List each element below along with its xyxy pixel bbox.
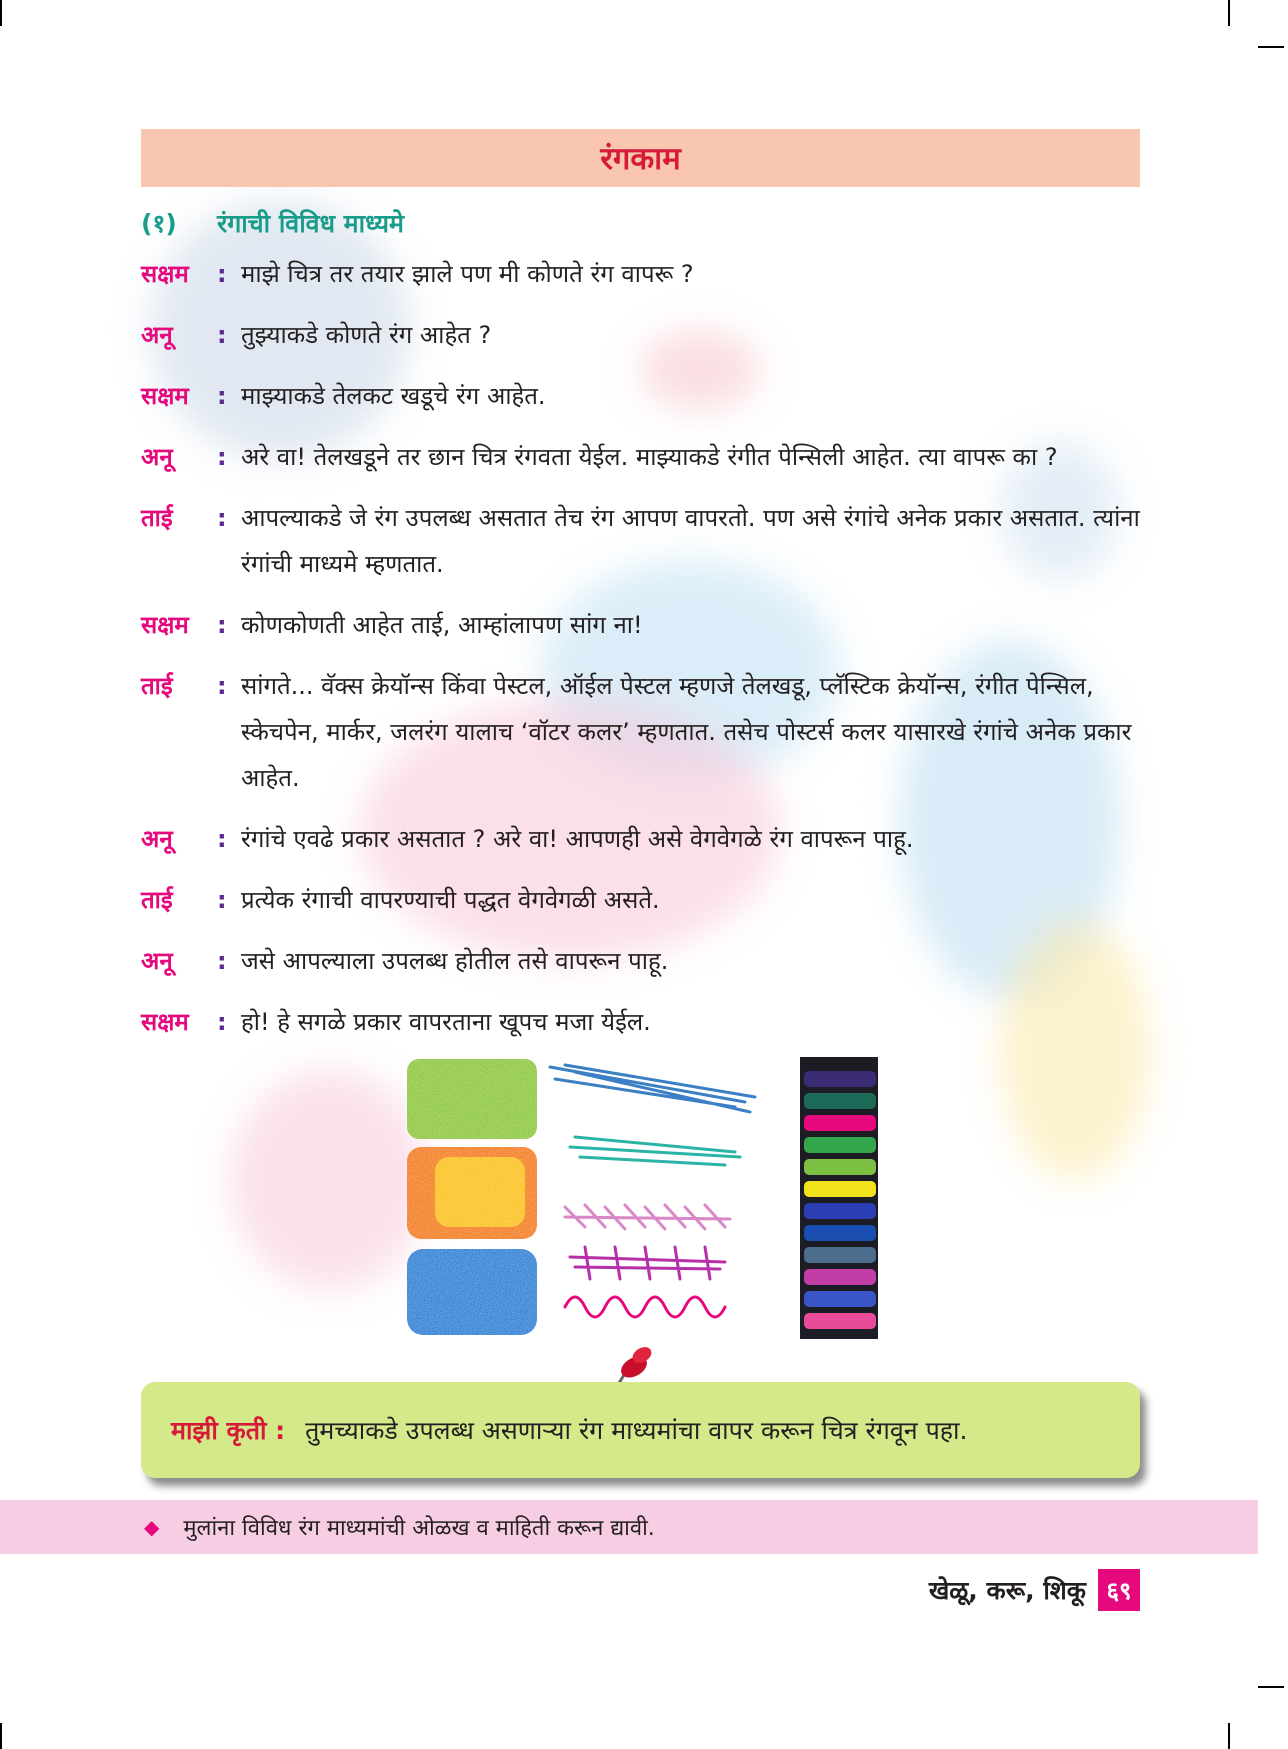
- page-title: रंगकाम: [600, 141, 681, 177]
- speaker-colon: :: [217, 947, 227, 975]
- dialog-text: माझ्याकडे तेलकट खडूचे रंग आहेत.: [241, 382, 546, 410]
- diamond-bullet-icon: ◆: [144, 1515, 160, 1539]
- speaker-name: ताई: [141, 886, 173, 914]
- dialog-line: [141, 439, 1140, 480]
- dialog-line: [141, 317, 1140, 358]
- dialog-text: अरे वा! तेलखडूने तर छान चित्र रंगवता येईल. माझ्याकडे रंगीत पेन्सिली आहेत. त्या वापरू का ?: [241, 443, 1058, 471]
- dialog-text: हो! हे सगळे प्रकार वापरताना खूपच मजा येईल.: [241, 1008, 651, 1036]
- speaker-colon: :: [217, 886, 227, 914]
- speaker-name: अनू: [141, 321, 173, 349]
- speaker-name: अनू: [141, 443, 173, 471]
- section-title: रंगाची विविध माध्यमे: [217, 209, 404, 238]
- teacher-note-bar: [0, 1500, 1258, 1554]
- speaker-name: अनू: [141, 825, 173, 853]
- dialog-text: प्रत्येक रंगाची वापरण्याची पद्धत वेगवेगळी असते.: [241, 886, 660, 914]
- speaker-colon: :: [217, 672, 227, 700]
- series-title: खेळू, करू, शिकू: [928, 1576, 1086, 1605]
- speaker-colon: :: [217, 825, 227, 853]
- dialog-text: तुझ्याकडे कोणते रंग आहेत ?: [241, 321, 492, 349]
- speaker-name: ताई: [141, 672, 173, 700]
- pencil-strokes-image: [545, 1057, 760, 1339]
- dialog-line: [141, 500, 1140, 587]
- crayon-stack-image: [800, 1057, 878, 1339]
- section-number: (१): [141, 209, 177, 238]
- dialog-line: [141, 1004, 1140, 1045]
- speaker-colon: :: [217, 611, 227, 639]
- page-number: ६९: [1098, 1569, 1140, 1611]
- speaker-name: ताई: [141, 504, 173, 532]
- activity-box: [141, 1382, 1140, 1478]
- dialog-line: [141, 821, 1140, 862]
- section-heading: [141, 206, 404, 240]
- dialog-line: [141, 943, 1140, 984]
- speaker-colon: :: [217, 260, 227, 288]
- dialog-text: जसे आपल्याला उपलब्ध होतील तसे वापरून पाहू.: [241, 947, 669, 975]
- dialog-line: [141, 607, 1140, 648]
- activity-label: माझी कृती :: [171, 1416, 286, 1445]
- dialog-text: कोणकोणती आहेत ताई, आम्हांलापण सांग ना!: [241, 611, 643, 639]
- crop-mark: [1258, 1686, 1284, 1688]
- crop-mark: [1228, 0, 1230, 26]
- crop-mark: [0, 0, 2, 26]
- dialog: [141, 256, 1140, 1065]
- dialog-line: [141, 668, 1140, 801]
- crop-mark: [0, 1723, 2, 1749]
- dialog-text: माझे चित्र तर तयार झाले पण मी कोणते रंग वापरू ?: [241, 260, 694, 288]
- speaker-colon: :: [217, 504, 227, 532]
- crayon-swatches-image: [405, 1057, 540, 1339]
- speaker-colon: :: [217, 321, 227, 349]
- page-footer: [929, 1569, 1140, 1611]
- dialog-line: [141, 882, 1140, 923]
- page-title-bar: [141, 129, 1140, 187]
- dialog-text: रंगांचे एवढे प्रकार असतात ? अरे वा! आपणही असे वेगवेगळे रंग वापरून पाहू.: [241, 825, 914, 853]
- speaker-colon: :: [217, 1008, 227, 1036]
- teacher-note: मुलांना विविध रंग माध्यमांची ओळख व माहिती करून द्यावी.: [183, 1516, 655, 1541]
- activity-task: तुमच्याकडे उपलब्ध असणाऱ्या रंग माध्यमांचा वापर करून चित्र रंगवून पहा.: [305, 1416, 968, 1445]
- dialog-line: [141, 256, 1140, 297]
- speaker-colon: :: [217, 382, 227, 410]
- speaker-name: सक्षम: [141, 611, 189, 639]
- dialog-text: आपल्याकडे जे रंग उपलब्ध असतात तेच रंग आपण वापरतो. पण असे रंगांचे अनेक प्रकार असतात. त्यांना रंगांची माध्यमे म्हणतात.: [241, 504, 1140, 578]
- speaker-name: सक्षम: [141, 260, 189, 288]
- dialog-text: सांगते... वॅक्स क्रेयॉन्स किंवा पेस्टल, ऑईल पेस्टल म्हणजे तेलखडू, प्लॅस्टिक क्रेयॉन्स, रंगीत पेन्सिल, स्केचपेन, मार्कर, जलरंग यालाच ‘वॉटर कलर’ म्हणतात. तसेच पोस्टर्स कलर यासारखे रंगांचे अनेक प्रकार आहेत.: [241, 672, 1132, 792]
- crop-mark: [1228, 1723, 1230, 1749]
- speaker-name: अनू: [141, 947, 173, 975]
- crop-mark: [1258, 46, 1284, 48]
- speaker-name: सक्षम: [141, 1008, 189, 1036]
- speaker-name: सक्षम: [141, 382, 189, 410]
- dialog-line: [141, 378, 1140, 419]
- speaker-colon: :: [217, 443, 227, 471]
